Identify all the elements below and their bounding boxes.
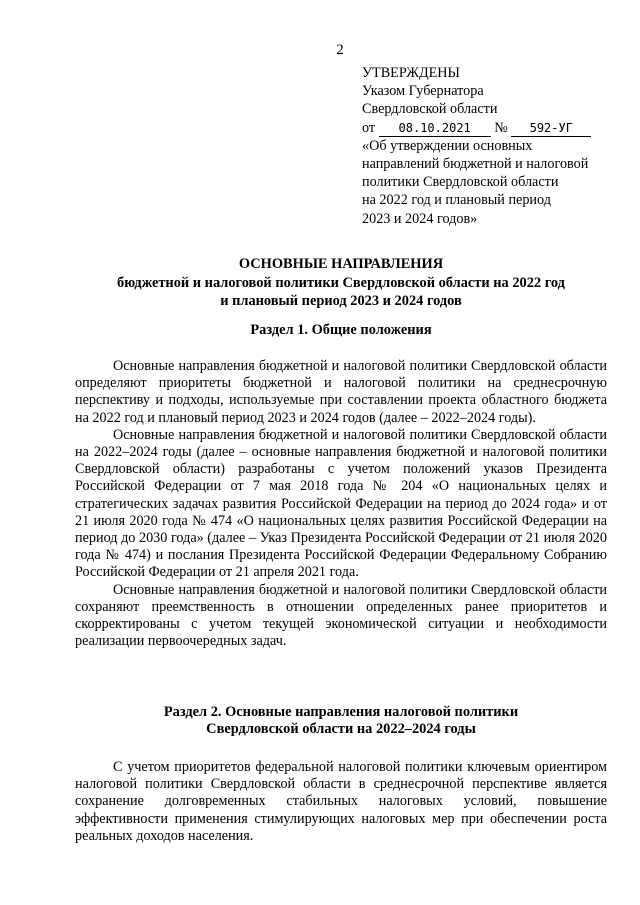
approval-subject-line-1: «Об утверждении основных bbox=[362, 137, 533, 154]
approval-subject-line-3: политики Свердловской области bbox=[362, 174, 559, 191]
approval-date: 08.10.2021 bbox=[379, 121, 491, 137]
approval-subject-line-5: 2023 и 2024 годов» bbox=[362, 210, 478, 227]
approval-subject-line-2: направлений бюджетной и налоговой bbox=[362, 156, 589, 173]
section2-heading bbox=[75, 704, 607, 738]
approval-subject-line-4: на 2022 год и плановый период bbox=[362, 192, 551, 209]
section1-paragraph-3: Основные направления бюджетной и налоговой политики Свердловской области сохраняют преемственность в отношении определенных ранее приоритетов и скорректированы с учетом текущей экономической ситуации и необходимости реализации первоочередных задач. bbox=[75, 581, 607, 650]
section1-paragraph-1: Основные направления бюджетной и налоговой политики Свердловской области определяют приоритеты бюджетной и налоговой политики на среднесрочную перспективу и подходы, используемые при составлении проекта областного бюджета на 2022 год и плановый период 2023 и 2024 годов (далее – 2022–2024 годы). bbox=[75, 358, 607, 426]
section2-body bbox=[75, 759, 607, 845]
approval-number: 592-УГ bbox=[511, 121, 591, 137]
approval-region: Свердловской области bbox=[362, 101, 498, 118]
page-number: 2 bbox=[336, 42, 344, 58]
title-line-3: и плановый период 2023 и 2024 годов bbox=[220, 293, 462, 309]
approval-number-label: № bbox=[494, 119, 508, 136]
section2-heading-line-2: Свердловской области на 2022–2024 годы bbox=[206, 721, 476, 737]
approval-from-label: от bbox=[362, 119, 376, 136]
section1-body bbox=[75, 358, 607, 650]
section1-paragraph-2: Основные направления бюджетной и налоговой политики Свердловской области на 2022–2024 годы (далее – основные направления бюджетной и налоговой политики Свердловской области) разработаны с учетом положений указов Президента Российской Федерации от 7 мая 2018 года № 204 «О национальных целях и стратегических задачах развития Российской Федерации на период до 2024 года» и от 21 июля 2020 года № 474 «О национальных целях развития Российской Федерации на период до 2030 года» (далее – Указ Президента Российской Федерации от 21 июля 2020 года № 474) и послания Президента Российской Федерации Федеральному Собранию Российской Федерации от 21 апреля 2021 года. bbox=[75, 426, 607, 581]
section2-paragraph-1: С учетом приоритетов федеральной налоговой политики ключевым ориентиром налоговой политики Свердловской области в среднесрочной перспективе является сохранение долговременных стабильных налоговых условий, повышение эффективности применения стимулирующих налоговых мер при обеспечении роста реальных доходов населения. bbox=[75, 759, 607, 844]
approval-approved: УТВЕРЖДЕНЫ bbox=[362, 65, 460, 81]
section1-heading: Раздел 1. Общие положения bbox=[250, 322, 432, 338]
approval-date-number-line bbox=[362, 119, 612, 137]
title-line-1: ОСНОВНЫЕ НАПРАВЛЕНИЯ bbox=[238, 256, 444, 272]
title-line-2: бюджетной и налоговой политики Свердловской области на 2022 год bbox=[117, 274, 565, 291]
document-title bbox=[75, 255, 607, 311]
approval-block bbox=[362, 64, 612, 228]
approval-by-decree: Указом Губернатора bbox=[362, 83, 484, 100]
section2-heading-line-1: Раздел 2. Основные направления налоговой политики bbox=[163, 704, 519, 720]
